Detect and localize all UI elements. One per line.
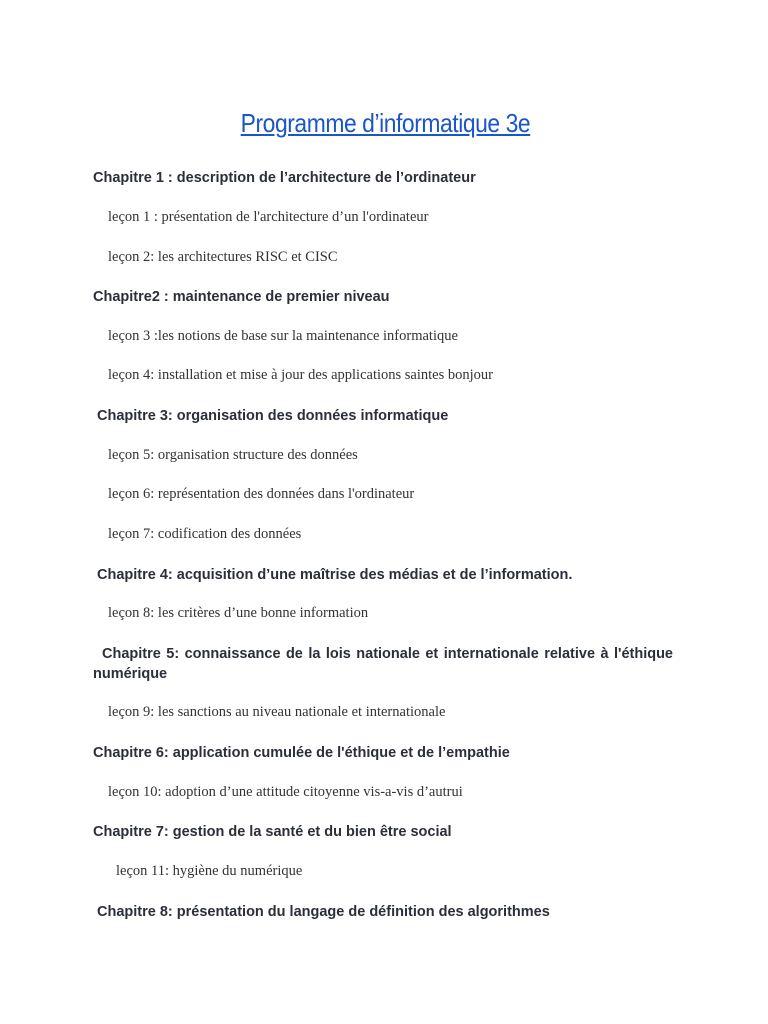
chapter-6-heading: Chapitre 6: application cumulée de l'éthique et de l’empathie [93,745,510,761]
lesson-5: leçon 5: organisation structure des données [108,447,358,463]
lesson-10: leçon 10: adoption d’une attitude citoyenne vis-a-vis d’autrui [108,784,463,800]
lesson-1: leçon 1 : présentation de l'architecture d’un l'ordinateur [108,209,429,225]
lesson-7: leçon 7: codification des données [108,526,302,542]
lesson-8: leçon 8: les critères d’une bonne information [108,605,369,621]
lesson-2: leçon 2: les architectures RISC et CISC [108,249,338,265]
lesson-11: leçon 11: hygiène du numérique [116,863,303,879]
lesson-3: leçon 3 :les notions de base sur la maintenance informatique [108,328,458,344]
chapter-8-heading: Chapitre 8: présentation du langage de définition des algorithmes [97,904,550,920]
lesson-6: leçon 6: représentation des données dans l'ordinateur [108,486,415,502]
chapter-1-heading: Chapitre 1 : description de l’architecture de l’ordinateur [93,170,476,186]
lesson-4: leçon 4: installation et mise à jour des applications saintes bonjour [108,367,493,383]
chapter-2-heading: Chapitre2 : maintenance de premier niveau [93,289,390,305]
chapter-7-heading: Chapitre 7: gestion de la santé et du bien être social [93,824,452,840]
chapter-3-heading: Chapitre 3: organisation des données informatique [97,408,449,424]
lesson-9: leçon 9: les sanctions au niveau nationale et internationale [108,704,446,720]
page-title: Programme d’informatique 3e [240,108,531,138]
chapter-4-heading: Chapitre 4: acquisition d’une maîtrise des médias et de l’information. [97,567,573,583]
chapter-5-heading: Chapitre 5: connaissance de la lois nationale et internationale relative à l'éthique numérique [93,646,673,682]
